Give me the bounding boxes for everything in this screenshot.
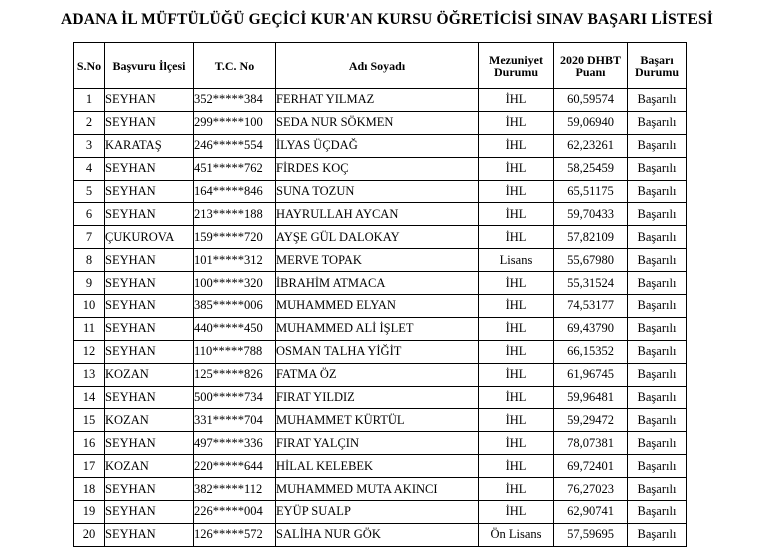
row-ilce: SEYHAN: [105, 111, 194, 134]
header-mezuniyet: Mezuniyet Durumu: [479, 43, 554, 89]
row-number: 2: [74, 111, 105, 134]
row-tc-no: 385*****006: [194, 295, 276, 318]
row-tc-no: 125*****826: [194, 363, 276, 386]
row-name: MUHAMMED ELYAN: [276, 295, 479, 318]
row-dhbt-puan: 58,25459: [554, 157, 628, 180]
row-ilce: KOZAN: [105, 363, 194, 386]
row-ilce: SEYHAN: [105, 157, 194, 180]
row-dhbt-puan: 66,15352: [554, 340, 628, 363]
row-dhbt-puan: 62,23261: [554, 134, 628, 157]
row-mezuniyet: İHL: [479, 363, 554, 386]
header-basari: Başarı Durumu: [628, 43, 687, 89]
row-ilce: SEYHAN: [105, 180, 194, 203]
row-mezuniyet: İHL: [479, 272, 554, 295]
row-tc-no: 331*****704: [194, 409, 276, 432]
header-sno: S.No: [74, 43, 105, 89]
row-mezuniyet: İHL: [479, 157, 554, 180]
row-basari: Başarılı: [628, 157, 687, 180]
row-ilce: SEYHAN: [105, 340, 194, 363]
table-row: [74, 340, 687, 363]
results-table: [73, 42, 687, 547]
row-name: FIRAT YILDIZ: [276, 386, 479, 409]
row-name: SEDA NUR SÖKMEN: [276, 111, 479, 134]
row-number: 15: [74, 409, 105, 432]
row-number: 19: [74, 501, 105, 524]
table-row: [74, 386, 687, 409]
row-name: FİRDES KOÇ: [276, 157, 479, 180]
row-dhbt-puan: 57,82109: [554, 226, 628, 249]
row-tc-no: 110*****788: [194, 340, 276, 363]
row-number: 11: [74, 317, 105, 340]
row-mezuniyet: İHL: [479, 386, 554, 409]
row-basari: Başarılı: [628, 249, 687, 272]
row-name: İLYAS ÜÇDAĞ: [276, 134, 479, 157]
row-name: EYÜP SUALP: [276, 501, 479, 524]
header-tc: T.C. No: [194, 43, 276, 89]
row-name: İBRAHİM ATMACA: [276, 272, 479, 295]
table-row: [74, 134, 687, 157]
table-row: [74, 432, 687, 455]
row-dhbt-puan: 59,96481: [554, 386, 628, 409]
row-basari: Başarılı: [628, 409, 687, 432]
table-row: [74, 180, 687, 203]
row-number: 14: [74, 386, 105, 409]
row-tc-no: 164*****846: [194, 180, 276, 203]
row-number: 18: [74, 478, 105, 501]
header-ilce: Başvuru İlçesi: [105, 43, 194, 89]
row-name: SALİHA NUR GÖK: [276, 523, 479, 546]
row-dhbt-puan: 59,06940: [554, 111, 628, 134]
table-row: [74, 317, 687, 340]
row-ilce: SEYHAN: [105, 501, 194, 524]
row-name: MUHAMMED MUTA AKINCI: [276, 478, 479, 501]
row-number: 1: [74, 89, 105, 112]
row-name: HAYRULLAH AYCAN: [276, 203, 479, 226]
row-name: FIRAT YALÇIN: [276, 432, 479, 455]
row-mezuniyet: İHL: [479, 111, 554, 134]
row-tc-no: 440*****450: [194, 317, 276, 340]
row-number: 17: [74, 455, 105, 478]
row-dhbt-puan: 74,53177: [554, 295, 628, 318]
row-number: 7: [74, 226, 105, 249]
row-tc-no: 352*****384: [194, 89, 276, 112]
row-name: FATMA ÖZ: [276, 363, 479, 386]
row-basari: Başarılı: [628, 523, 687, 546]
row-basari: Başarılı: [628, 203, 687, 226]
table-row: [74, 363, 687, 386]
row-number: 13: [74, 363, 105, 386]
row-ilce: SEYHAN: [105, 317, 194, 340]
row-basari: Başarılı: [628, 226, 687, 249]
table-header-row: [74, 43, 687, 89]
row-name: SUNA TOZUN: [276, 180, 479, 203]
row-dhbt-puan: 60,59574: [554, 89, 628, 112]
row-tc-no: 500*****734: [194, 386, 276, 409]
table-row: [74, 249, 687, 272]
row-basari: Başarılı: [628, 111, 687, 134]
table-row: [74, 89, 687, 112]
row-ilce: SEYHAN: [105, 249, 194, 272]
row-ilce: KOZAN: [105, 455, 194, 478]
row-ilce: ÇUKUROVA: [105, 226, 194, 249]
row-basari: Başarılı: [628, 478, 687, 501]
row-ilce: SEYHAN: [105, 432, 194, 455]
row-name: OSMAN TALHA YİĞİT: [276, 340, 479, 363]
row-basari: Başarılı: [628, 180, 687, 203]
row-ilce: KARATAŞ: [105, 134, 194, 157]
row-mezuniyet: İHL: [479, 317, 554, 340]
row-dhbt-puan: 62,90741: [554, 501, 628, 524]
row-ilce: SEYHAN: [105, 203, 194, 226]
row-name: HİLAL KELEBEK: [276, 455, 479, 478]
row-number: 6: [74, 203, 105, 226]
table-row: [74, 111, 687, 134]
row-mezuniyet: İHL: [479, 455, 554, 478]
row-name: AYŞE GÜL DALOKAY: [276, 226, 479, 249]
table-row: [74, 478, 687, 501]
row-number: 16: [74, 432, 105, 455]
row-mezuniyet: İHL: [479, 478, 554, 501]
row-dhbt-puan: 69,43790: [554, 317, 628, 340]
row-dhbt-puan: 76,27023: [554, 478, 628, 501]
row-dhbt-puan: 55,31524: [554, 272, 628, 295]
row-tc-no: 497*****336: [194, 432, 276, 455]
row-number: 9: [74, 272, 105, 295]
row-mezuniyet: İHL: [479, 134, 554, 157]
row-mezuniyet: İHL: [479, 432, 554, 455]
row-tc-no: 159*****720: [194, 226, 276, 249]
table-row: [74, 157, 687, 180]
table-row: [74, 455, 687, 478]
row-basari: Başarılı: [628, 340, 687, 363]
row-basari: Başarılı: [628, 317, 687, 340]
row-basari: Başarılı: [628, 89, 687, 112]
row-number: 5: [74, 180, 105, 203]
row-mezuniyet: İHL: [479, 409, 554, 432]
row-tc-no: 213*****188: [194, 203, 276, 226]
row-mezuniyet: İHL: [479, 180, 554, 203]
row-mezuniyet: İHL: [479, 501, 554, 524]
row-basari: Başarılı: [628, 501, 687, 524]
row-dhbt-puan: 57,59695: [554, 523, 628, 546]
row-mezuniyet: İHL: [479, 340, 554, 363]
row-number: 8: [74, 249, 105, 272]
row-tc-no: 126*****572: [194, 523, 276, 546]
row-number: 3: [74, 134, 105, 157]
table-row: [74, 523, 687, 546]
table-row: [74, 409, 687, 432]
row-tc-no: 100*****320: [194, 272, 276, 295]
row-basari: Başarılı: [628, 272, 687, 295]
header-name: Adı Soyadı: [276, 43, 479, 89]
row-mezuniyet: İHL: [479, 203, 554, 226]
row-number: 12: [74, 340, 105, 363]
row-name: MERVE TOPAK: [276, 249, 479, 272]
row-tc-no: 220*****644: [194, 455, 276, 478]
row-basari: Başarılı: [628, 295, 687, 318]
row-basari: Başarılı: [628, 432, 687, 455]
header-puan: 2020 DHBT Puanı: [554, 43, 628, 89]
row-mezuniyet: İHL: [479, 295, 554, 318]
row-number: 4: [74, 157, 105, 180]
row-mezuniyet: Lisans: [479, 249, 554, 272]
row-dhbt-puan: 69,72401: [554, 455, 628, 478]
table-row: [74, 203, 687, 226]
row-basari: Başarılı: [628, 386, 687, 409]
row-dhbt-puan: 59,70433: [554, 203, 628, 226]
row-ilce: SEYHAN: [105, 523, 194, 546]
row-ilce: SEYHAN: [105, 272, 194, 295]
row-ilce: SEYHAN: [105, 386, 194, 409]
row-ilce: SEYHAN: [105, 89, 194, 112]
row-tc-no: 382*****112: [194, 478, 276, 501]
table-row: [74, 295, 687, 318]
row-dhbt-puan: 78,07381: [554, 432, 628, 455]
table-row: [74, 226, 687, 249]
row-mezuniyet: Ön Lisans: [479, 523, 554, 546]
row-ilce: KOZAN: [105, 409, 194, 432]
row-tc-no: 101*****312: [194, 249, 276, 272]
row-mezuniyet: İHL: [479, 89, 554, 112]
row-name: MUHAMMED ALİ İŞLET: [276, 317, 479, 340]
row-number: 20: [74, 523, 105, 546]
row-basari: Başarılı: [628, 363, 687, 386]
row-dhbt-puan: 59,29472: [554, 409, 628, 432]
row-number: 10: [74, 295, 105, 318]
row-ilce: SEYHAN: [105, 295, 194, 318]
row-basari: Başarılı: [628, 455, 687, 478]
row-mezuniyet: İHL: [479, 226, 554, 249]
page-title: ADANA İL MÜFTÜLÜĞÜ GEÇİCİ KUR'AN KURSU ÖĞRETİCİSİ SINAV BAŞARI LİSTESİ: [60, 11, 714, 28]
row-name: FERHAT YILMAZ: [276, 89, 479, 112]
row-dhbt-puan: 55,67980: [554, 249, 628, 272]
row-tc-no: 226*****004: [194, 501, 276, 524]
row-dhbt-puan: 61,96745: [554, 363, 628, 386]
row-tc-no: 451*****762: [194, 157, 276, 180]
row-basari: Başarılı: [628, 134, 687, 157]
table-row: [74, 272, 687, 295]
row-tc-no: 299*****100: [194, 111, 276, 134]
row-ilce: SEYHAN: [105, 478, 194, 501]
row-tc-no: 246*****554: [194, 134, 276, 157]
row-name: MUHAMMET KÜRTÜL: [276, 409, 479, 432]
row-dhbt-puan: 65,51175: [554, 180, 628, 203]
table-row: [74, 501, 687, 524]
